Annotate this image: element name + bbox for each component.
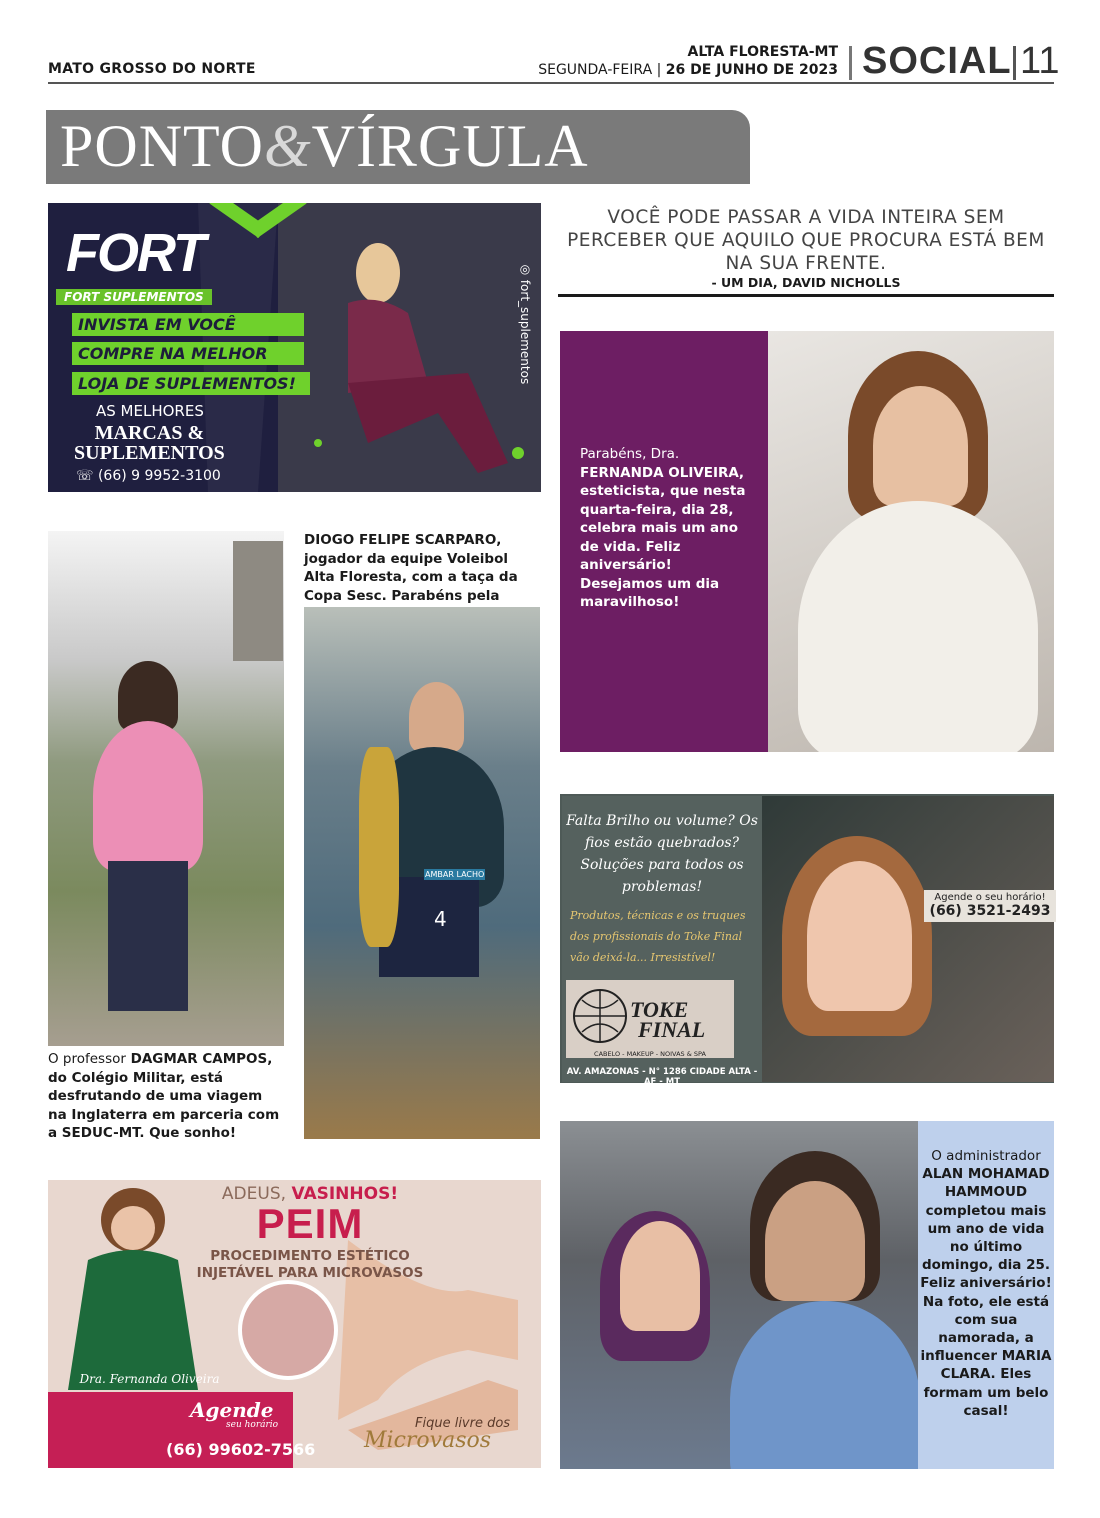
- toke-logo-text: TOKE FINAL: [630, 997, 706, 1042]
- header-city: ALTA FLORESTA-MT: [687, 44, 838, 60]
- header-date: SEGUNDA-FEIRA | 26 DE JUNHO DE 2023: [538, 62, 838, 78]
- alan-caption: O administrador ALAN MOHAMAD HAMMOUD completou mais um ano de vida no último domingo, dia 25. Feliz aniversário! Na foto, ele está com sua namorada, a influencer MARIA CLARA. Eles formam um belo casal!: [920, 1148, 1052, 1419]
- toke-phone: (66) 3521-2493: [924, 903, 1056, 922]
- dagmar-photo: [48, 531, 284, 1046]
- toke-products: Produtos, técnicas e os truques dos profissionais do Toke Final vão deixá-la... Irresistível!: [570, 909, 746, 964]
- quote-rule: [558, 294, 1054, 297]
- toke-model-photo: [762, 796, 1054, 1082]
- fort-phone: ☏ (66) 9 9952-3100: [76, 468, 221, 484]
- jersey-number: 4: [434, 907, 447, 931]
- peim-fique: Fique livre dos: [415, 1416, 511, 1431]
- fort-tagline-3: LOJA DE SUPLEMENTOS!: [72, 372, 310, 395]
- peim-title: PEIM: [256, 1200, 364, 1247]
- column-title: PONTO&VÍRGULA: [60, 113, 589, 179]
- quote-author: - UM DIA, DAVID NICHOLLS: [711, 275, 901, 290]
- publication-region: MATO GROSSO DO NORTE: [48, 61, 256, 77]
- toke-address: AV. AMAZONAS - N° 1286 CIDADE ALTA - AF - MT: [566, 1067, 758, 1087]
- peim-subtitle: PROCEDIMENTO ESTÉTICO INJETÁVEL PARA MICROVASOS: [196, 1248, 424, 1281]
- header-separator: [849, 46, 852, 80]
- diogo-caption: DIOGO FELIPE SCARPARO, jogador da equipe Voleibol Alta Floresta, com a taça da Copa Sesc. Parabéns pela: [304, 532, 518, 604]
- fort-best: AS MELHORES: [96, 402, 204, 420]
- header-weekday: SEGUNDA-FEIRA: [538, 62, 653, 78]
- fernanda-photo: [768, 331, 1054, 752]
- section-title: SOCIAL: [862, 40, 1012, 82]
- toke-question: Falta Brilho ou volume? Os fios estão quebrados? Soluções para todos os problemas!: [566, 813, 758, 895]
- jersey-sponsor: AMBAR LACHO: [425, 870, 485, 879]
- header-separator: [1013, 46, 1016, 80]
- fort-tagline-1: INVISTA EM VOCÊ: [72, 313, 304, 336]
- fort-logo: FORT: [66, 223, 204, 283]
- fort-brands: MARCAS & SUPLEMENTOS: [74, 422, 225, 464]
- globe-icon: [570, 986, 630, 1046]
- header-date-value: 26 DE JUNHO DE 2023: [665, 62, 838, 78]
- diogo-photo: [304, 607, 540, 1139]
- instagram-icon: ◎: [518, 262, 532, 280]
- fort-tagline-2: COMPRE NA MELHOR: [72, 342, 304, 365]
- peim-adeus: ADEUS, VASINHOS!: [221, 1184, 399, 1204]
- fort-instagram: ◎ fort_suplementos: [518, 262, 532, 385]
- fort-subtitle: FORT SUPLEMENTOS: [56, 289, 212, 305]
- toke-services: CABELO - MAKEUP - NOIVAS & SPA: [594, 1050, 706, 1058]
- page-number: 11: [1020, 40, 1060, 82]
- peim-microvasos: Microvasos: [364, 1428, 492, 1453]
- fernanda-caption: Parabéns, Dra. FERNANDA OLIVEIRA, esteticista, que nesta quarta-feira, dia 28, celebra mais um ano de vida. Feliz aniversário! Desejamos um dia maravilhoso!: [580, 446, 746, 610]
- whatsapp-icon: ☏: [76, 468, 98, 484]
- toke-agende-label: Agende o seu horário!: [924, 890, 1056, 903]
- dagmar-caption: O professor DAGMAR CAMPOS, do Colégio Militar, está desfrutando de uma viagem na Inglaterra em parceria com a SEDUC-MT. Que sonho!: [48, 1051, 280, 1141]
- peim-phone: (66) 99602-7566: [166, 1440, 316, 1459]
- alan-photo: [560, 1121, 918, 1469]
- quote-text: VOCÊ PODE PASSAR A VIDA INTEIRA SEM PERCEBER QUE AQUILO QUE PROCURA ESTÁ BEM NA SUA FRENTE.: [567, 207, 1045, 274]
- header-rule: [48, 82, 1054, 84]
- peim-horario: seu horário: [226, 1420, 279, 1430]
- peim-signature: Dra. Fernanda Oliveira: [79, 1372, 220, 1386]
- peim-agende: Agende: [190, 1398, 274, 1422]
